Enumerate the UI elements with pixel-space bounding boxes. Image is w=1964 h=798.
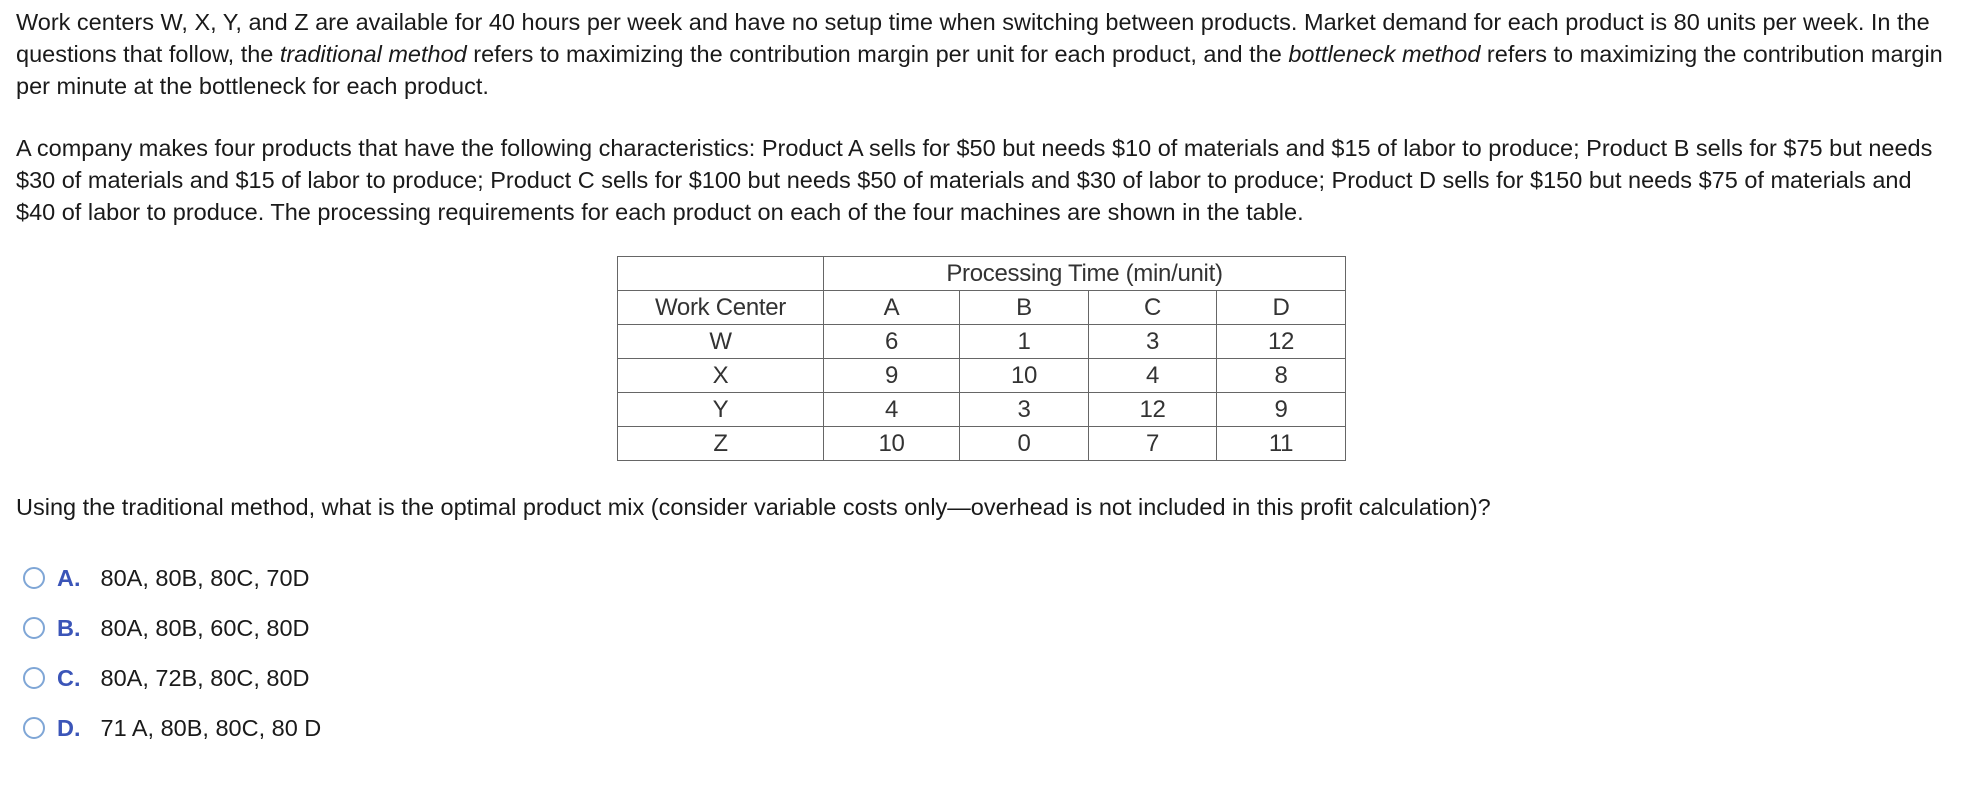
intro-text: Work centers W, X, Y, and Z are available for 40 hours per week and have no setup time when switching between products. Market demand for each product is 80 units per week. In the questions that follow, the — [16, 9, 1930, 67]
traditional-method-term: traditional method — [279, 41, 467, 67]
bottleneck-method-term: bottleneck method — [1288, 41, 1481, 67]
table-column-header-row — [618, 291, 1346, 325]
table-row — [618, 393, 1346, 427]
table-cell: 12 — [1217, 325, 1346, 359]
intro-text: refers to maximizing the contribution margin per unit for each product, and the — [466, 41, 1289, 67]
choice-letter: C. — [57, 665, 81, 691]
table-row — [618, 359, 1346, 393]
intro-paragraph-1 — [16, 6, 1948, 102]
radio-button-icon[interactable] — [23, 717, 45, 739]
table-header-cell: C — [1089, 291, 1217, 325]
question-text: Using the traditional method, what is the optimal product mix (consider variable costs only—overhead is not included in this profit calculation)? — [16, 494, 1491, 520]
answer-choices — [16, 553, 1948, 753]
processing-time-table — [617, 256, 1346, 461]
table-cell: 4 — [824, 393, 960, 427]
table-cell: 4 — [1089, 359, 1217, 393]
table-cell: 9 — [1217, 393, 1346, 427]
choice-d[interactable] — [16, 703, 1948, 753]
table-cell: Z — [618, 427, 824, 461]
choice-c[interactable] — [16, 653, 1948, 703]
table-cell: 10 — [960, 359, 1089, 393]
intro-text: refers to maximizing the contribution margin per minute at the bottleneck for each product. — [16, 41, 1943, 99]
table-header-cell: A — [824, 291, 960, 325]
radio-button-icon[interactable] — [23, 617, 45, 639]
choice-text: 80A, 80B, 60C, 80D — [100, 615, 310, 641]
choice-letter: B. — [57, 615, 81, 641]
table-cell: 1 — [960, 325, 1089, 359]
choice-letter: D. — [57, 715, 81, 741]
table-group-header-row — [618, 257, 1346, 291]
table-empty-corner — [618, 257, 824, 291]
table-cell: 3 — [1089, 325, 1217, 359]
table-cell: W — [618, 325, 824, 359]
table-header-cell: D — [1217, 291, 1346, 325]
choice-text: 80A, 72B, 80C, 80D — [100, 665, 310, 691]
radio-button-icon[interactable] — [23, 567, 45, 589]
table-row — [618, 325, 1346, 359]
table-header-cell: Work Center — [618, 291, 824, 325]
table-container — [16, 256, 1948, 461]
table-cell: 7 — [1089, 427, 1217, 461]
choice-b[interactable] — [16, 603, 1948, 653]
table-cell: X — [618, 359, 824, 393]
table-row — [618, 427, 1346, 461]
table-cell: 9 — [824, 359, 960, 393]
choice-text: 71 A, 80B, 80C, 80 D — [100, 715, 322, 741]
table-cell: 12 — [1089, 393, 1217, 427]
table-header-cell: B — [960, 291, 1089, 325]
table-cell: 3 — [960, 393, 1089, 427]
table-cell: Y — [618, 393, 824, 427]
table-cell: 8 — [1217, 359, 1346, 393]
table-cell: 0 — [960, 427, 1089, 461]
table-group-header: Processing Time (min/unit) — [824, 257, 1346, 291]
table-cell: 6 — [824, 325, 960, 359]
table-cell: 10 — [824, 427, 960, 461]
choice-text: 80A, 80B, 80C, 70D — [100, 565, 310, 591]
radio-button-icon[interactable] — [23, 667, 45, 689]
choice-a[interactable] — [16, 553, 1948, 603]
intro-paragraph-2: A company makes four products that have the following characteristics: Product A sells for $50 but needs $10 of materials and $15 of labor to produce; Product B sells for $75 but needs $30 of materials and $15 of labor to produce; Product C sells for $100 but needs $50 of materials and $30 of labor to produce; Product D sells for $150 but needs $75 of materials and $40 of labor to produce. The processing requirements for each product on each of the four machines are shown in the table. — [16, 135, 1933, 225]
table-cell: 11 — [1217, 427, 1346, 461]
choice-letter: A. — [57, 565, 81, 591]
